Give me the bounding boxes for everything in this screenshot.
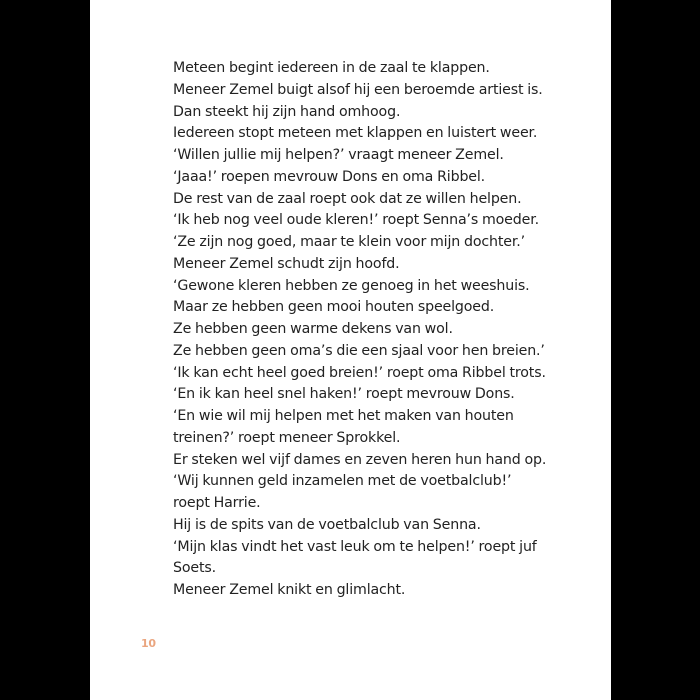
text-line: Hij is de spits van de voetbalclub van Senna. xyxy=(173,516,481,533)
text-line: Iedereen stopt meteen met klappen en luistert weer. xyxy=(173,125,538,142)
text-line: ‘Ik kan echt heel goed breien!’ roept oma Ribbel trots. xyxy=(173,364,546,381)
text-line: ‘Ik heb nog veel oude kleren!’ roept Senna’s moeder. xyxy=(173,212,539,229)
text-line: Ze hebben geen warme dekens van wol. xyxy=(173,321,453,337)
text-line: Meneer Zemel knikt en glimlacht. xyxy=(173,582,406,598)
text-line: ‘Mijn klas vindt het vast leuk om te helpen!’ roept juf xyxy=(173,538,537,555)
page-number: 10 xyxy=(141,637,156,650)
text-line: Ze hebben geen oma’s die een sjaal voor hen breien.’ xyxy=(173,342,545,359)
text-line: Maar ze hebben geen mooi houten speelgoed. xyxy=(173,299,495,316)
book-page xyxy=(90,0,611,700)
text-line: ‘Willen jullie mij helpen?’ vraagt meneer Zemel. xyxy=(173,147,504,163)
text-line: De rest van de zaal roept ook dat ze willen helpen. xyxy=(173,190,522,207)
text-line: ‘Jaaa!’ roepen mevrouw Dons en oma Ribbel. xyxy=(173,168,486,185)
text-line: ‘Wij kunnen geld inzamelen met de voetbalclub!’ xyxy=(173,473,512,490)
text-line: Soets. xyxy=(173,560,216,577)
text-line: roept Harrie. xyxy=(173,495,261,511)
text-line: Dan steekt hij zijn hand omhoog. xyxy=(173,103,401,120)
story-text xyxy=(173,58,553,602)
text-line: ‘Gewone kleren hebben ze genoeg in het weeshuis. xyxy=(173,277,530,294)
text-line: treinen?’ roept meneer Sprokkel. xyxy=(173,429,401,446)
text-line: ‘Ze zijn nog goed, maar te klein voor mijn dochter.’ xyxy=(173,234,525,250)
text-line: Meneer Zemel schudt zijn hoofd. xyxy=(173,255,400,272)
text-line: ‘En wie wil mij helpen met het maken van houten xyxy=(173,408,514,424)
text-line: Meneer Zemel buigt alsof hij een beroemde artiest is. xyxy=(173,81,543,98)
text-line: Er steken wel vijf dames en zeven heren hun hand op. xyxy=(173,451,547,468)
text-line: Meteen begint iedereen in de zaal te klappen. xyxy=(173,60,490,76)
text-line: ‘En ik kan heel snel haken!’ roept mevrouw Dons. xyxy=(173,386,515,403)
